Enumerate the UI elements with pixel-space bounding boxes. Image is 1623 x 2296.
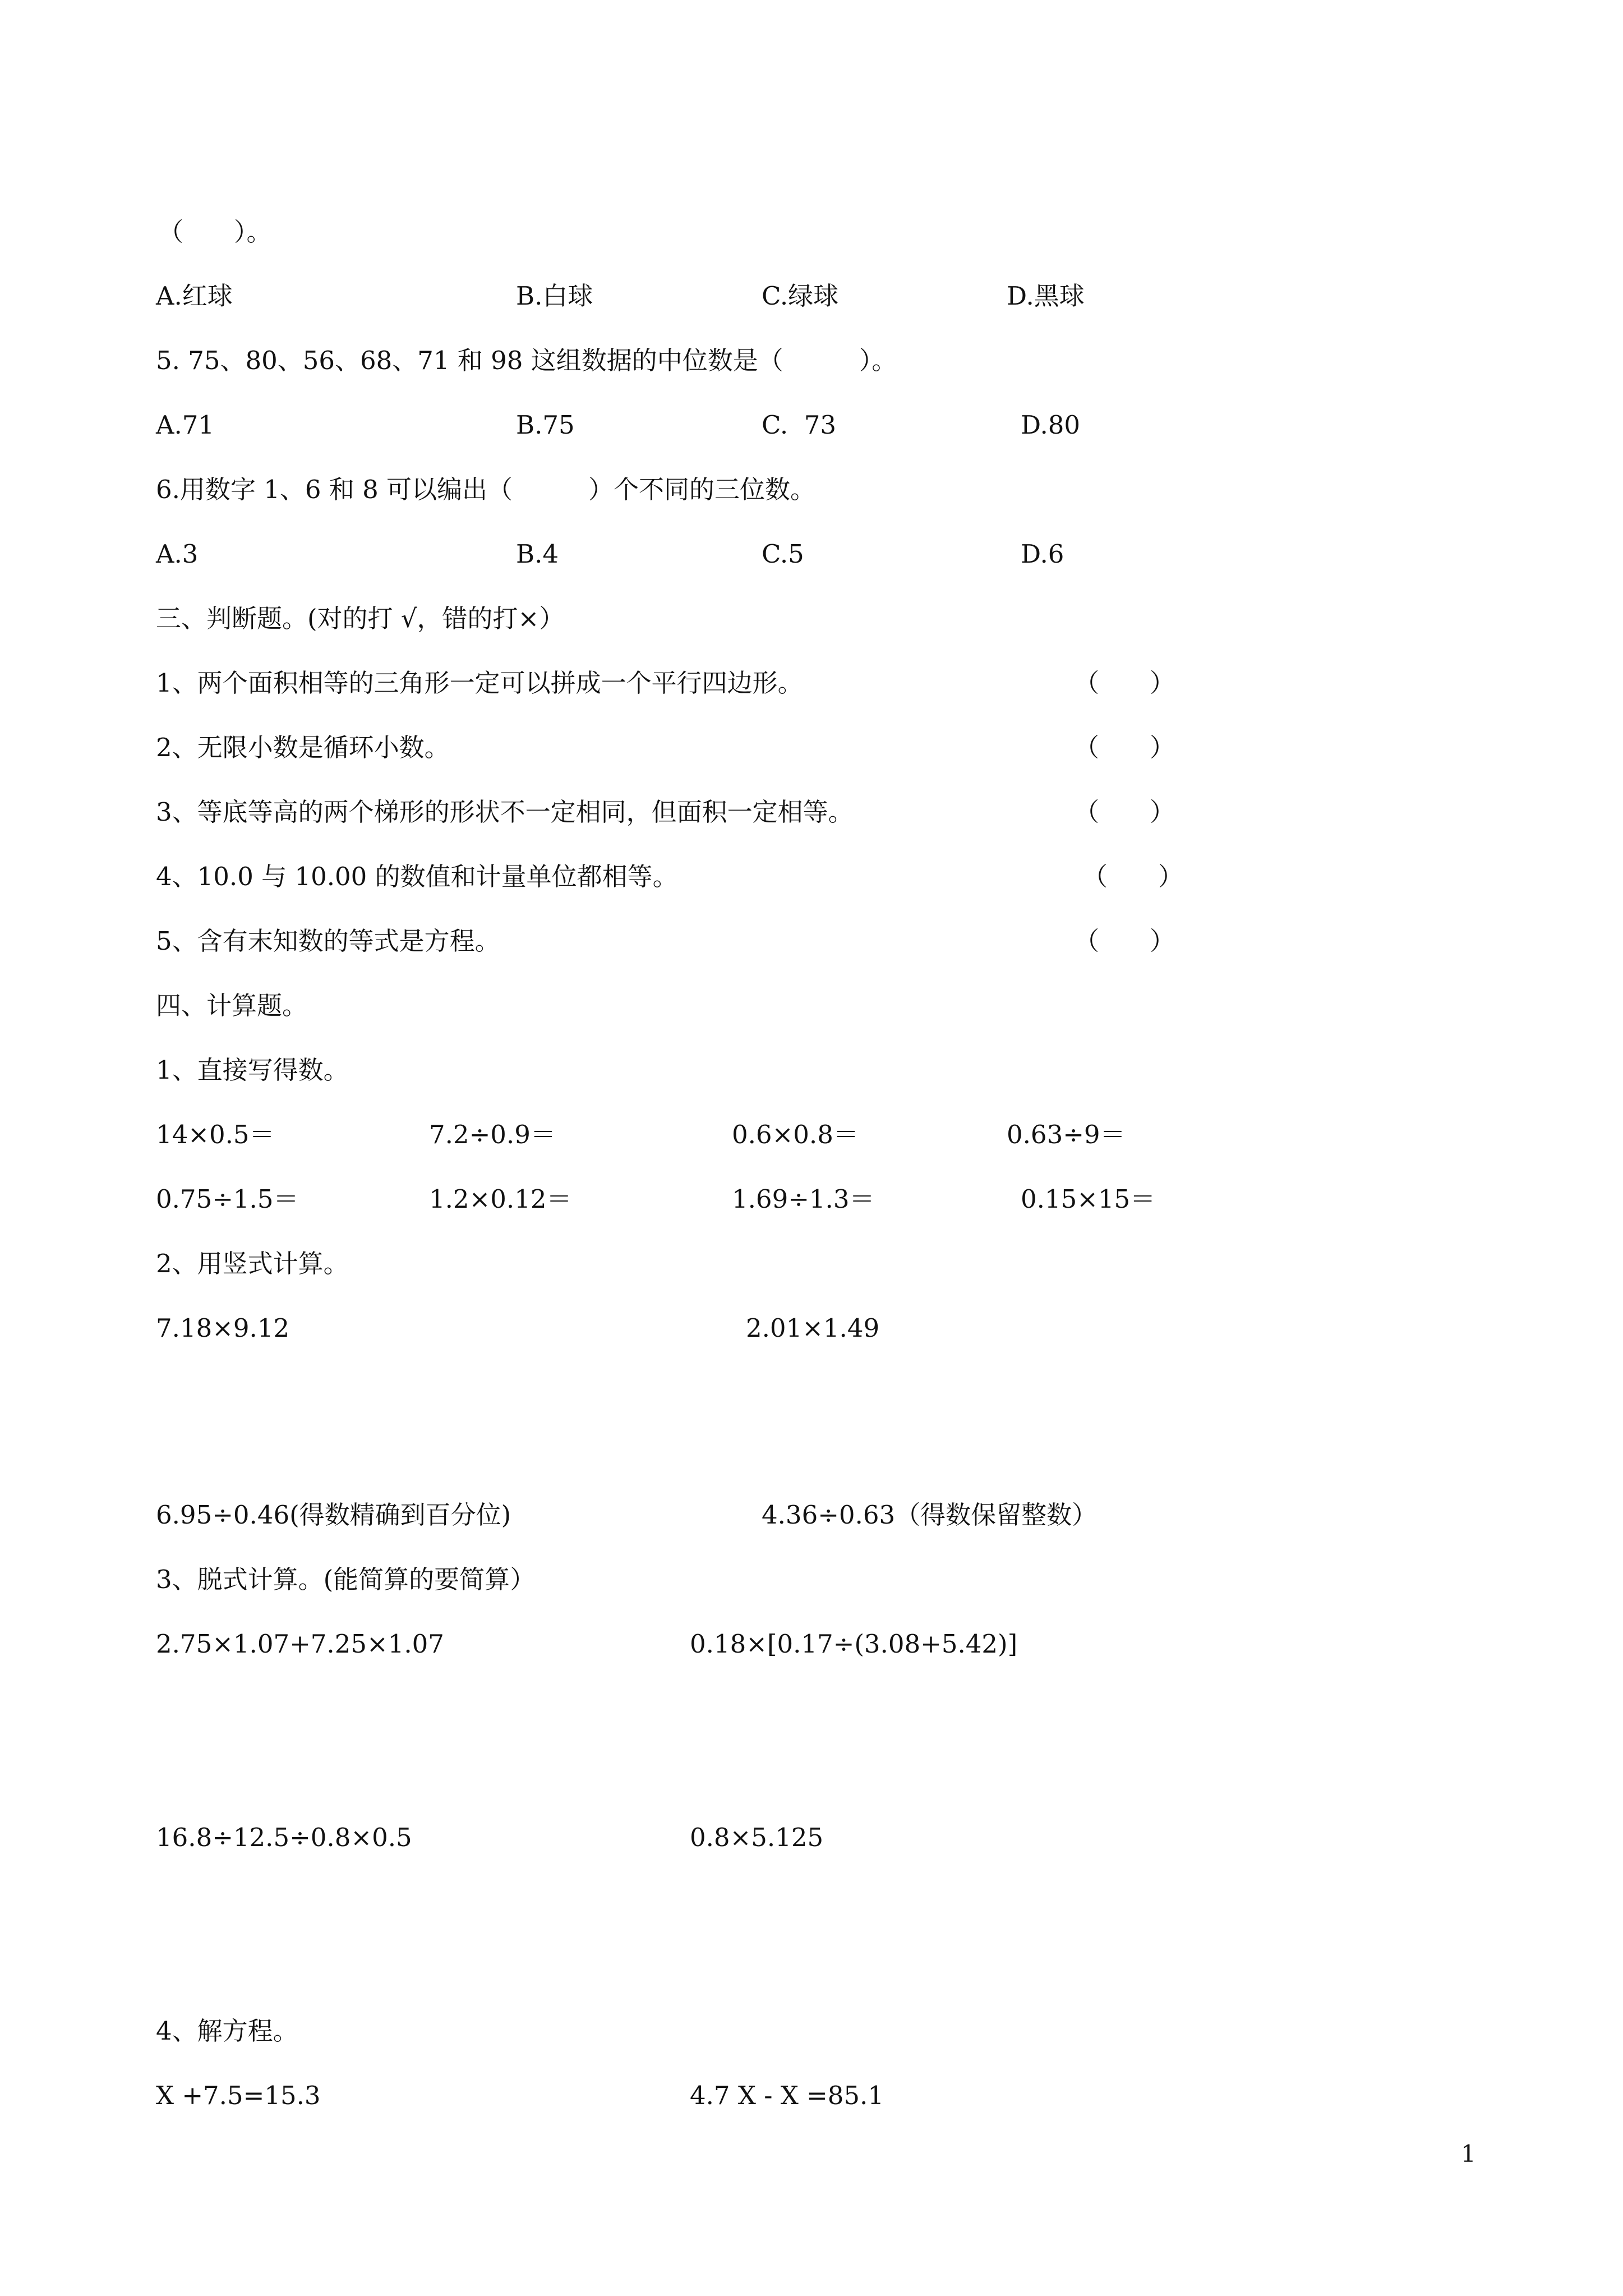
vertical-calc-item: 4.36÷0.63（得数保留整数） bbox=[762, 1500, 1098, 1530]
judgment-item bbox=[0, 919, 1623, 964]
section3-title: 三、判断题。(对的打 √，错的打×） bbox=[156, 604, 565, 633]
stepwise-calc-row bbox=[0, 1815, 1623, 1860]
stepwise-calc-item: 2.75×1.07+7.25×1.07 bbox=[156, 1629, 444, 1659]
section3-heading bbox=[0, 596, 1623, 641]
judgment-item bbox=[0, 661, 1623, 706]
q4-option-d: D.黑球 bbox=[1007, 281, 1085, 311]
judgment-item bbox=[0, 790, 1623, 835]
q6-option-c: C.5 bbox=[762, 539, 804, 569]
q6-option-b: B.4 bbox=[516, 539, 559, 569]
judgment-answer-blank: （ ） bbox=[1074, 926, 1175, 956]
vertical-calc-item: 2.01×1.49 bbox=[746, 1313, 880, 1343]
part2-title: 2、用竖式计算。 bbox=[156, 1249, 349, 1278]
oral-calc-item: 0.15×15＝ bbox=[1021, 1184, 1156, 1214]
judgment-answer-blank: （ ） bbox=[1074, 668, 1175, 698]
q5-stem: 5. 75、80、56、68、71 和 98 这组数据的中位数是（ ）。 bbox=[156, 346, 897, 375]
q6-options bbox=[0, 532, 1623, 577]
judgment-text: 4、10.0 与 10.00 的数值和计量单位都相等。 bbox=[156, 862, 678, 891]
judgment-answer-blank: （ ） bbox=[1074, 797, 1175, 827]
q4-option-a: A.红球 bbox=[156, 281, 233, 311]
page-number: 1 bbox=[1461, 2140, 1476, 2168]
vertical-calc-row bbox=[0, 1493, 1623, 1538]
q5-options bbox=[0, 403, 1623, 448]
part4-title: 4、解方程。 bbox=[156, 2016, 298, 2046]
judgment-text: 1、两个面积相等的三角形一定可以拼成一个平行四边形。 bbox=[156, 668, 803, 698]
oral-calc-row bbox=[0, 1177, 1623, 1222]
oral-calc-item: 0.6×0.8＝ bbox=[732, 1120, 859, 1149]
oral-calc-item: 0.63÷9＝ bbox=[1007, 1120, 1126, 1149]
vertical-calc-item: 6.95÷0.46(得数精确到百分位) bbox=[156, 1500, 511, 1530]
q5-option-d: D.80 bbox=[1021, 410, 1081, 440]
judgment-item bbox=[0, 854, 1623, 899]
part2-heading bbox=[0, 1241, 1623, 1286]
part1-title: 1、直接写得数。 bbox=[156, 1055, 349, 1085]
q4-option-c: C.绿球 bbox=[762, 281, 839, 311]
stepwise-calc-item: 0.8×5.125 bbox=[690, 1823, 824, 1852]
q5-option-a: A.71 bbox=[156, 410, 215, 440]
q6-option-d: D.6 bbox=[1021, 539, 1064, 569]
judgment-text: 2、无限小数是循环小数。 bbox=[156, 733, 450, 762]
oral-calc-item: 1.2×0.12＝ bbox=[429, 1184, 572, 1214]
stepwise-calc-item: 16.8÷12.5÷0.8×0.5 bbox=[156, 1823, 412, 1852]
part3-title: 3、脱式计算。(能简算的要简算） bbox=[156, 1565, 536, 1594]
q5-option-b: B.75 bbox=[516, 410, 575, 440]
oral-calc-item: 1.69÷1.3＝ bbox=[732, 1184, 875, 1214]
vertical-calc-item: 7.18×9.12 bbox=[156, 1313, 290, 1343]
q4-answer-blank: （ ）。 bbox=[158, 217, 272, 247]
oral-calc-item: 7.2÷0.9＝ bbox=[429, 1120, 556, 1149]
judgment-answer-blank: （ ） bbox=[1074, 733, 1175, 762]
section4-heading bbox=[0, 983, 1623, 1028]
q5-option-c: C. 73 bbox=[762, 410, 837, 440]
equation-item: 4.7 X - X =85.1 bbox=[690, 2081, 884, 2110]
section4-title: 四、计算题。 bbox=[156, 991, 308, 1020]
equation-item: X +7.5=15.3 bbox=[156, 2081, 321, 2110]
equation-row bbox=[0, 2073, 1623, 2118]
judgment-text: 5、含有末知数的等式是方程。 bbox=[156, 926, 500, 956]
oral-calc-item: 14×0.5＝ bbox=[156, 1120, 275, 1149]
oral-calc-row bbox=[0, 1112, 1623, 1157]
part1-heading bbox=[0, 1048, 1623, 1093]
part3-heading bbox=[0, 1557, 1623, 1602]
q4-option-b: B.白球 bbox=[516, 281, 593, 311]
judgment-text: 3、等底等高的两个梯形的形状不一定相同，但面积一定相等。 bbox=[156, 797, 854, 827]
q5-stem-line bbox=[0, 338, 1623, 383]
q4-tail-line bbox=[0, 210, 1623, 255]
vertical-calc-row bbox=[0, 1306, 1623, 1351]
part4-heading bbox=[0, 2009, 1623, 2054]
judgment-answer-blank: （ ） bbox=[1082, 862, 1184, 891]
q6-option-a: A.3 bbox=[156, 539, 199, 569]
q6-stem-line bbox=[0, 467, 1623, 512]
stepwise-calc-item: 0.18×[0.17÷(3.08+5.42)] bbox=[690, 1629, 1018, 1659]
judgment-item bbox=[0, 725, 1623, 770]
oral-calc-item: 0.75÷1.5＝ bbox=[156, 1184, 299, 1214]
q6-stem: 6.用数字 1、6 和 8 可以编出（ ）个不同的三位数。 bbox=[156, 475, 816, 504]
q4-options bbox=[0, 274, 1623, 319]
stepwise-calc-row bbox=[0, 1622, 1623, 1667]
